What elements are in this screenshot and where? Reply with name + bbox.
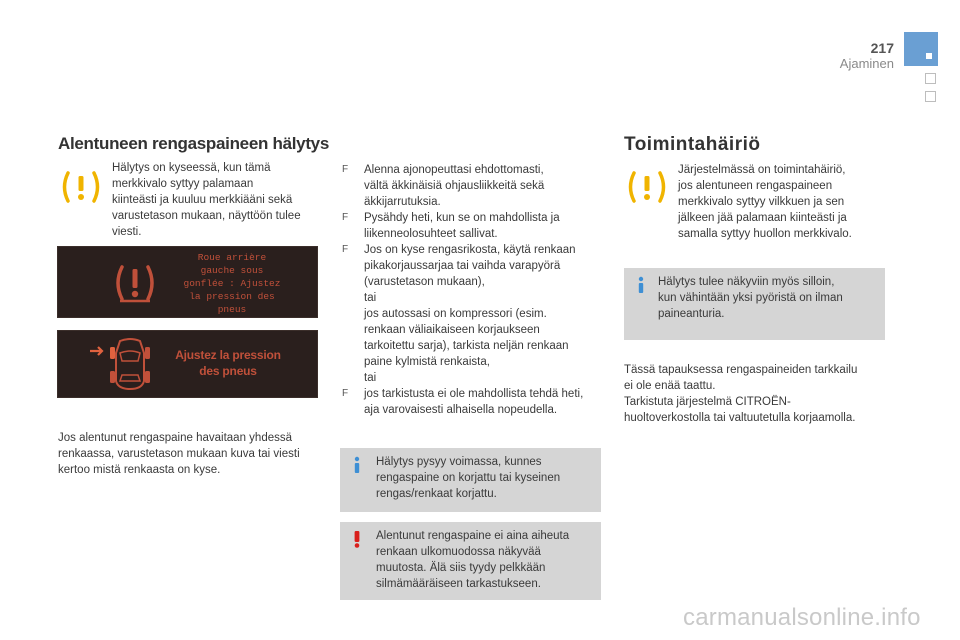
bullet-mark: F xyxy=(342,164,349,175)
list-item xyxy=(340,162,610,210)
info-icon xyxy=(349,456,365,474)
tyre-pressure-warning-icon xyxy=(626,170,668,204)
right-bottom-text xyxy=(624,362,894,426)
tyre-pressure-display-icon xyxy=(113,263,157,303)
info-note-alert-persists xyxy=(340,448,601,512)
watermark-url: carmanualsonline.info xyxy=(683,604,921,631)
action-list xyxy=(340,162,610,418)
text-line: jälkeen jää palamaan kiinteästi ja xyxy=(678,212,847,224)
car-top-view-icon xyxy=(86,337,166,393)
text-line: jos alentuneen rengaspaineen xyxy=(678,180,833,192)
list-item xyxy=(340,386,610,418)
text-line: Hälytys tulee näkyviin myös silloin, xyxy=(658,276,835,288)
text-line: Hälytys pysyy voimassa, kunnes xyxy=(376,456,542,468)
info-icon xyxy=(633,276,649,294)
text-line: Tässä tapauksessa rengaspaineiden tarkkailu xyxy=(624,364,858,376)
tab-dot xyxy=(926,53,932,59)
bullet-mark: F xyxy=(342,388,349,399)
chapter-tab-empty-1 xyxy=(925,73,936,84)
text-line: Jos on kyse rengasrikosta, käytä renkaan xyxy=(364,244,576,256)
text-line: renkaan ulkomuodossa näkyvää xyxy=(376,546,541,558)
text-line: paine kylmistä renkaista, xyxy=(364,356,490,368)
text-line: kiinteästi ja kuuluu merkkiääni sekä xyxy=(112,194,293,206)
list-item xyxy=(340,210,610,242)
chapter-tab-empty-2 xyxy=(925,91,936,102)
text-line: rengaspaine on korjattu tai kyseinen xyxy=(376,472,561,484)
text-line: Pysähdy heti, kun se on mahdollista ja xyxy=(364,212,560,224)
left-heading: Alentuneen rengaspaineen hälytys xyxy=(58,134,329,153)
bullet-mark: F xyxy=(342,212,349,223)
right-intro xyxy=(678,162,888,242)
text-line: jos autossasi on kompressori (esim. xyxy=(364,308,547,320)
text-line: Tarkistuta järjestelmä CITROËN- xyxy=(624,396,791,408)
text-line: liikenneolosuhteet sallivat. xyxy=(364,228,498,240)
dashboard-display-message xyxy=(57,246,318,318)
text-line: pneus xyxy=(217,304,247,315)
text-line: merkkivalo syttyy vilkkuen ja sen xyxy=(678,196,845,208)
bullet-mark: F xyxy=(342,244,349,255)
text-line: rengas/renkaat korjattu. xyxy=(376,488,497,500)
text-line: Alenna ajonopeuttasi ehdottomasti, xyxy=(364,164,544,176)
text-line: samalla syttyy huollon merkkivalo. xyxy=(678,228,852,240)
text-line: tarkoitettu sarja), tarkista neljän renkaan xyxy=(364,340,569,352)
text-line: (varustetason mukaan), xyxy=(364,276,485,288)
text-line: Hälytys on kyseessä, kun tämä xyxy=(112,162,271,174)
text-line: tai xyxy=(364,292,377,304)
warning-note-visual-check xyxy=(340,522,601,600)
text-line: la pression des xyxy=(189,291,275,302)
text-line: des pneus xyxy=(199,364,257,378)
section-title: Ajaminen xyxy=(839,56,894,71)
page-number: 217 xyxy=(870,40,894,56)
text-line: tai xyxy=(364,372,377,384)
tyre-pressure-warning-icon xyxy=(60,170,102,204)
text-line: Järjestelmässä on toimintahäiriö, xyxy=(678,164,846,176)
text-line: pikakorjaussarjaa tai vaihda varapyörä xyxy=(364,260,561,272)
chapter-tab-active xyxy=(904,32,938,66)
text-line: ei ole enää taattu. xyxy=(624,380,716,392)
text-line: Ajustez la pression xyxy=(175,348,281,362)
text-line: Roue arrière xyxy=(197,252,267,263)
text-line: huoltoverkostolla tai valtuutetulla korjaamolla. xyxy=(624,412,856,424)
text-line: Alentunut rengaspaine ei aina aiheuta xyxy=(376,530,570,542)
list-item xyxy=(340,242,610,386)
text-line: renkaan väliaikaiseen korjaukseen xyxy=(364,324,540,336)
text-line: silmämääräiseen tarkastukseen. xyxy=(376,578,541,590)
text-line: jos tarkistusta ei ole mahdollista tehdä heti, xyxy=(364,388,584,400)
text-line: muutosta. Älä siis tyydy pelkkään xyxy=(376,562,546,574)
text-line: merkkivalo syttyy palamaan xyxy=(112,178,254,190)
left-bottom-text xyxy=(58,430,326,478)
text-line: viesti. xyxy=(112,226,142,238)
left-intro xyxy=(112,160,322,240)
dashboard-display-tyre-diagram xyxy=(57,330,318,398)
right-heading: Toimintahäiriö xyxy=(624,134,761,155)
text-line: gonflée : Ajustez xyxy=(183,278,281,289)
display-message-text xyxy=(170,251,294,316)
text-line: gauche sous xyxy=(200,265,264,276)
text-line: kertoo mistä renkaasta on kyse. xyxy=(58,464,221,476)
text-line: renkaassa, varustetason mukaan kuva tai viesti xyxy=(58,448,300,460)
text-line: kun vähintään yksi pyöristä on ilman xyxy=(658,292,843,304)
text-line: paineanturia. xyxy=(658,308,725,320)
text-line: aja varovaisesti alhaisella nopeudella. xyxy=(364,404,558,416)
warning-exclamation-icon xyxy=(349,530,365,548)
text-line: varustetason mukaan, näyttöön tulee xyxy=(112,210,301,222)
display-adjust-pressure-text xyxy=(158,347,298,379)
info-note-missing-sensor xyxy=(624,268,885,340)
text-line: vältä äkkinäisiä ohjausliikkeitä sekä xyxy=(364,180,545,192)
text-line: äkkijarrutuksia. xyxy=(364,196,441,208)
text-line: Jos alentunut rengaspaine havaitaan yhdessä xyxy=(58,432,293,444)
